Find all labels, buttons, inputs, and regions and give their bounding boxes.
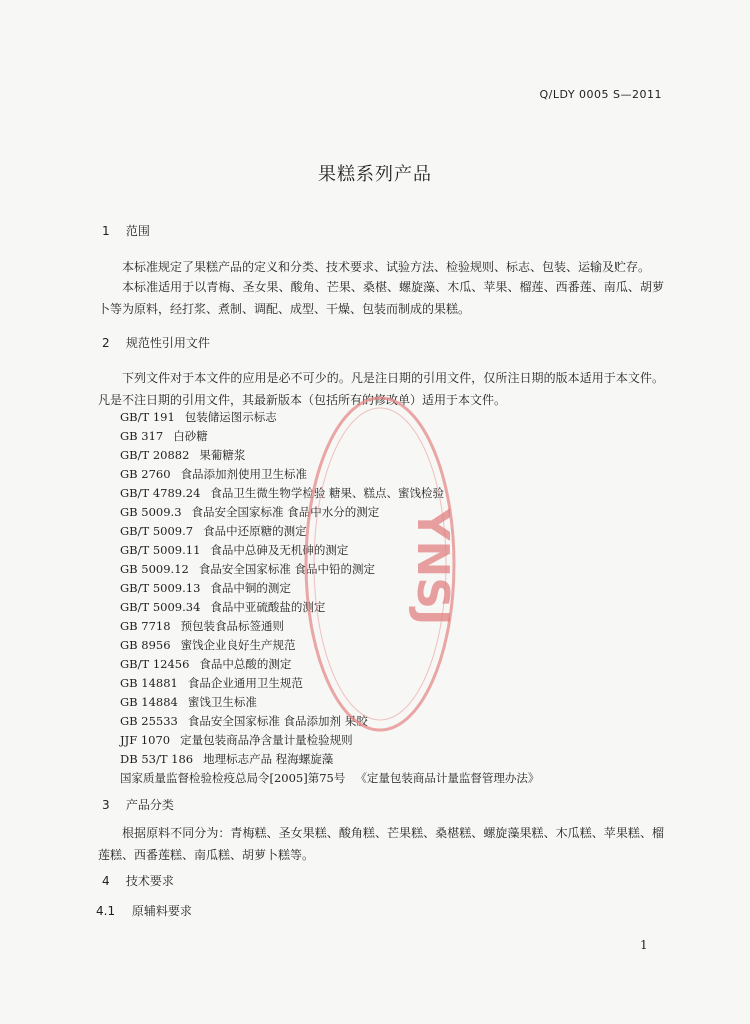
page-number: 1 xyxy=(640,938,648,952)
section-number: 2 xyxy=(102,336,110,350)
section-number: 3 xyxy=(102,798,110,812)
reference-title: 《定量包装商品计量监督管理办法》 xyxy=(355,771,540,785)
reference-item xyxy=(120,674,539,693)
reference-code: GB/T 5009.34 xyxy=(120,600,201,614)
section-number: 4.1 xyxy=(96,904,116,918)
reference-title: 食品中总酸的测定 xyxy=(199,657,292,671)
reference-code: GB 5009.12 xyxy=(120,562,189,576)
reference-code: GB/T 5009.11 xyxy=(120,543,201,557)
reference-list xyxy=(120,408,539,788)
reference-code: GB 2760 xyxy=(120,467,171,481)
reference-item xyxy=(120,560,539,579)
reference-code: GB/T 5009.13 xyxy=(120,581,201,595)
reference-title: 食品中亚硫酸盐的测定 xyxy=(210,600,326,614)
reference-item xyxy=(120,598,539,617)
reference-title: 食品企业通用卫生规范 xyxy=(187,676,303,690)
reference-code: GB 317 xyxy=(120,429,164,443)
scope-paragraph-2: 本标准适用于以青梅、圣女果、酸角、芒果、桑椹、螺旋藻、木瓜、苹果、榴莲、西番莲、南瓜、胡萝卜等为原料，经打浆、煮制、调配、成型、干燥、包装而制成的果糕。 xyxy=(98,280,664,316)
section-title: 原辅料要求 xyxy=(131,904,192,918)
reference-title: 食品中铜的测定 xyxy=(210,581,291,595)
section-title: 技术要求 xyxy=(125,874,174,888)
reference-item xyxy=(120,522,539,541)
references-intro: 下列文件对于本文件的应用是必不可少的。凡是注日期的引用文件，仅所注日期的版本适用于本文件。凡是不注日期的引用文件，其最新版本（包括所有的修改单）适用于本文件。 xyxy=(98,371,664,407)
classification-paragraph: 根据原料不同分为：青梅糕、圣女果糕、酸角糕、芒果糕、桑椹糕、螺旋藻果糕、木瓜糕、苹果糕、榴莲糕、西番莲糕、南瓜糕、胡萝卜糕等。 xyxy=(98,826,664,862)
section-4-1-heading xyxy=(96,902,192,919)
reference-code: GB 8956 xyxy=(120,638,171,652)
reference-title: 食品中总砷及无机砷的测定 xyxy=(210,543,349,557)
reference-code: JJF 1070 xyxy=(120,733,171,747)
reference-title: 定量包装商品净含量计量检验规则 xyxy=(180,733,353,747)
reference-title: 食品安全国家标准 食品中铅的测定 xyxy=(198,562,376,576)
section-title: 产品分类 xyxy=(125,798,174,812)
reference-title: 预包装食品标签通则 xyxy=(180,619,285,633)
reference-title: 白砂糖 xyxy=(173,429,208,443)
document-title: 果糕系列产品 xyxy=(318,164,432,185)
reference-title: 蜜饯企业良好生产规范 xyxy=(180,638,296,652)
reference-title: 蜜饯卫生标准 xyxy=(187,695,257,709)
reference-code: GB 14881 xyxy=(120,676,178,690)
reference-code: GB 5009.3 xyxy=(120,505,182,519)
reference-code: GB/T 12456 xyxy=(120,657,190,671)
section-number: 1 xyxy=(102,224,110,238)
reference-title: 食品添加剂使用卫生标准 xyxy=(180,467,308,481)
reference-code: GB/T 20882 xyxy=(120,448,190,462)
reference-item xyxy=(120,484,539,503)
section-number: 4 xyxy=(102,874,110,888)
section-1-heading xyxy=(102,222,150,239)
reference-code: DB 53/T 186 xyxy=(120,752,194,766)
reference-code: GB/T 191 xyxy=(120,410,175,424)
reference-title: 食品安全国家标准 食品添加剂 果胶 xyxy=(187,714,368,728)
document-number: Q/LDY 0005 S—2011 xyxy=(539,88,662,101)
section-title: 范围 xyxy=(125,224,150,238)
reference-code: 国家质量监督检验检疫总局令[2005]第75号 xyxy=(120,771,346,785)
reference-item xyxy=(120,636,539,655)
reference-item xyxy=(120,408,539,427)
reference-title: 地理标志产品 程海螺旋藻 xyxy=(203,752,334,766)
reference-title: 食品中还原糖的测定 xyxy=(203,524,307,538)
section-3-heading xyxy=(102,796,174,813)
stamp-text: YNSJ xyxy=(407,508,458,626)
reference-code: GB/T 5009.7 xyxy=(120,524,194,538)
reference-code: GB 14884 xyxy=(120,695,178,709)
reference-item xyxy=(120,579,539,598)
section-title: 规范性引用文件 xyxy=(125,336,210,350)
reference-item xyxy=(120,465,539,484)
section-4-heading xyxy=(102,872,174,889)
reference-item xyxy=(120,427,539,446)
scope-paragraph-1: 本标准规定了果糕产品的定义和分类、技术要求、试验方法、检验规则、标志、包装、运输及贮存。 xyxy=(122,260,651,274)
reference-item xyxy=(120,503,539,522)
reference-item xyxy=(120,617,539,636)
reference-title: 包装储运图示标志 xyxy=(184,410,277,424)
reference-item xyxy=(120,712,539,731)
reference-item xyxy=(120,731,539,750)
reference-code: GB 7718 xyxy=(120,619,171,633)
reference-title: 食品卫生微生物学检验 糖果、糕点、蜜饯检验 xyxy=(210,486,445,500)
section-2-heading xyxy=(102,334,210,351)
reference-item xyxy=(120,693,539,712)
reference-item xyxy=(120,446,539,465)
reference-code: GB/T 4789.24 xyxy=(120,486,201,500)
reference-item xyxy=(120,750,539,769)
reference-title: 食品安全国家标准 食品中水分的测定 xyxy=(191,505,380,519)
reference-item xyxy=(120,541,539,560)
reference-code: GB 25533 xyxy=(120,714,178,728)
reference-item xyxy=(120,655,539,674)
reference-title: 果葡糖浆 xyxy=(199,448,246,462)
reference-item xyxy=(120,769,539,788)
